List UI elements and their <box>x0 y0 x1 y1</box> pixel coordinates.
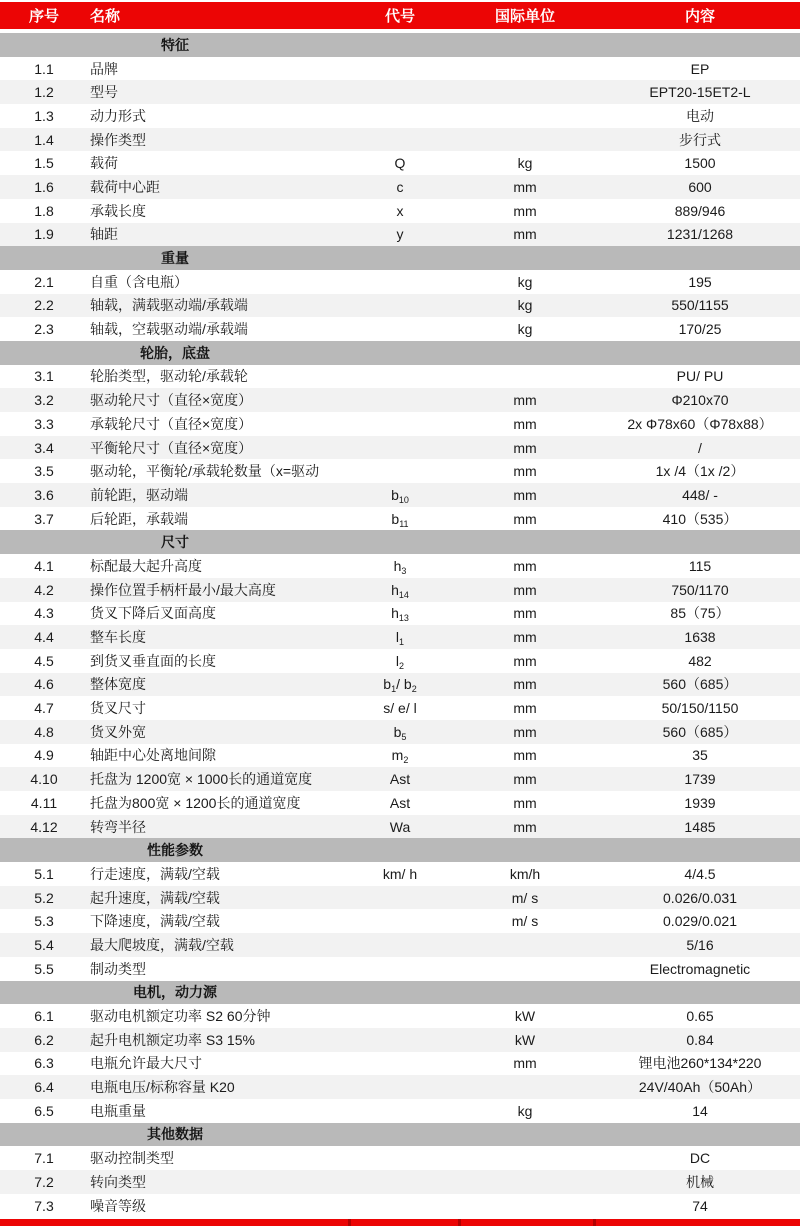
table-row <box>0 815 800 839</box>
row-no: 1.3 <box>34 107 54 124</box>
table-row <box>0 696 800 720</box>
table-row <box>0 767 800 791</box>
table-row <box>0 507 800 531</box>
row-symbol: Q <box>394 155 406 172</box>
row-name: 前轮距，驱动端 <box>90 486 188 503</box>
table-row <box>0 412 800 436</box>
row-name: 货叉尺寸 <box>90 700 146 717</box>
row-unit: mm <box>513 581 537 598</box>
row-no: 7.3 <box>34 1197 54 1214</box>
row-name: 动力形式 <box>90 107 146 124</box>
row-no: 5.5 <box>34 960 54 977</box>
row-no: 1.1 <box>34 60 54 77</box>
section-title: 尺寸 <box>161 534 189 551</box>
row-no: 6.3 <box>34 1055 54 1072</box>
row-name: 驱动控制类型 <box>90 1150 174 1167</box>
row-no: 4.5 <box>34 652 54 669</box>
section-header <box>0 981 800 1005</box>
row-value: 35 <box>692 747 708 764</box>
row-unit: m/ s <box>511 913 539 930</box>
column-header-value: 内容 <box>684 8 715 25</box>
row-value: 448/ - <box>682 486 718 503</box>
row-name: 后轮距，承载端 <box>90 510 188 527</box>
row-no: 4.12 <box>30 818 58 835</box>
row-no: 6.4 <box>34 1079 54 1096</box>
row-name: 品牌 <box>90 60 118 77</box>
row-unit: mm <box>513 652 537 669</box>
table-row <box>0 791 800 815</box>
table-row <box>0 483 800 507</box>
row-unit: mm <box>513 818 537 835</box>
row-no: 1.9 <box>34 226 54 243</box>
row-symbol: c <box>396 178 404 195</box>
row-unit: mm <box>513 463 537 480</box>
section-header <box>0 838 800 862</box>
row-value: 482 <box>688 652 712 669</box>
section-title: 电机，动力源 <box>133 984 217 1001</box>
row-no: 3.7 <box>34 510 54 527</box>
row-unit: mm <box>513 392 537 409</box>
bottom-bar-divider <box>458 1219 461 1226</box>
row-value: 24V/40Ah（50Ah） <box>638 1079 762 1096</box>
row-symbol: km/ h <box>382 865 418 882</box>
row-no: 1.2 <box>34 84 54 101</box>
row-name: 制动类型 <box>90 960 146 977</box>
row-name: 轴载，空载驱动端/承载端 <box>90 321 248 338</box>
table-row <box>0 1004 800 1028</box>
row-unit: mm <box>513 439 537 456</box>
row-value: 74 <box>692 1197 708 1214</box>
row-symbol: y <box>396 226 404 243</box>
row-unit: mm <box>513 202 537 219</box>
table-row <box>0 602 800 626</box>
row-value: 560（685） <box>662 676 738 693</box>
row-no: 4.1 <box>34 557 54 574</box>
row-no: 2.1 <box>34 273 54 290</box>
row-name: 操作类型 <box>90 131 146 148</box>
row-name: 轮胎类型，驱动轮/承载轮 <box>90 368 248 385</box>
row-name: 驱动轮尺寸（直径×宽度） <box>90 392 253 409</box>
row-value: 889/946 <box>674 202 726 219</box>
row-no: 4.11 <box>30 794 58 811</box>
row-no: 7.2 <box>34 1173 54 1190</box>
row-value: 1739 <box>684 771 716 788</box>
row-no: 3.6 <box>34 486 54 503</box>
row-value: 4/4.5 <box>684 865 716 882</box>
row-value: 0.026/0.031 <box>663 889 737 906</box>
table-row <box>0 1146 800 1170</box>
row-unit: kW <box>514 1008 536 1025</box>
row-no: 4.3 <box>34 605 54 622</box>
row-name: 型号 <box>90 84 118 101</box>
row-name: 标配最大起升高度 <box>90 557 202 574</box>
row-no: 1.5 <box>34 155 54 172</box>
row-value: DC <box>689 1150 711 1167</box>
row-name: 噪音等级 <box>90 1197 146 1214</box>
row-name: 整车长度 <box>90 629 146 646</box>
row-name: 托盘为800宽 × 1200长的通道宽度 <box>90 794 301 811</box>
row-no: 1.6 <box>34 178 54 195</box>
section-title: 轮胎，底盘 <box>140 344 210 361</box>
table-row <box>0 1028 800 1052</box>
row-unit: mm <box>513 510 537 527</box>
row-name: 托盘为 1200宽 × 1000长的通道宽度 <box>90 771 313 788</box>
row-value: 550/1155 <box>671 297 729 314</box>
row-unit: kg <box>517 155 533 172</box>
row-no: 6.5 <box>34 1102 54 1119</box>
row-unit: mm <box>513 486 537 503</box>
row-name: 起升电机额定功率 S3 15% <box>90 1031 255 1048</box>
section-title: 重量 <box>161 250 189 267</box>
row-value: EPT20-15ET2-L <box>649 84 751 101</box>
table-row <box>0 151 800 175</box>
table-row <box>0 104 800 128</box>
row-symbol: Wa <box>389 818 411 835</box>
row-unit: mm <box>513 605 537 622</box>
row-name: 货叉外宽 <box>90 723 146 740</box>
row-symbol: $b_5$ <box>393 723 407 742</box>
table-row <box>0 933 800 957</box>
table-row <box>0 365 800 389</box>
row-unit: kg <box>517 273 533 290</box>
row-no: 6.2 <box>34 1031 54 1048</box>
column-header-symbol: 代号 <box>384 8 415 25</box>
row-value: 锂电池260*134*220 <box>638 1055 762 1072</box>
section-header <box>0 530 800 554</box>
table-row <box>0 223 800 247</box>
table-row <box>0 436 800 460</box>
table-row <box>0 578 800 602</box>
row-value: Φ210x70 <box>671 392 729 409</box>
row-value: 85（75） <box>670 605 730 622</box>
row-name: 平衡轮尺寸（直径×宽度） <box>90 439 253 456</box>
row-value: PU/ PU <box>676 368 724 385</box>
row-unit: mm <box>513 1055 537 1072</box>
row-value: 0.029/0.021 <box>663 913 737 930</box>
table-row <box>0 1075 800 1099</box>
row-value: 170/25 <box>678 321 722 338</box>
row-value: 560（685） <box>662 723 738 740</box>
row-symbol: s/ e/ l <box>383 700 417 717</box>
table-row <box>0 459 800 483</box>
row-symbol: $h_{14}$ <box>391 581 409 600</box>
table-row <box>0 862 800 886</box>
row-value: 1939 <box>684 794 716 811</box>
row-symbol: $b_{10}$ <box>391 486 409 505</box>
table-header-row <box>0 2 800 29</box>
row-name: 轴距中心处离地间隙 <box>90 747 216 764</box>
table-row <box>0 720 800 744</box>
row-name: 电瓶电压/标称容量 K20 <box>90 1079 235 1096</box>
row-unit: mm <box>513 771 537 788</box>
table-row <box>0 1099 800 1123</box>
row-no: 3.3 <box>34 415 54 432</box>
row-no: 4.2 <box>34 581 54 598</box>
row-unit: km/h <box>509 865 541 882</box>
row-no: 4.4 <box>34 629 54 646</box>
row-unit: mm <box>513 415 537 432</box>
table-row <box>0 175 800 199</box>
row-unit: mm <box>513 178 537 195</box>
row-symbol: $b_{11}$ <box>391 510 409 529</box>
row-value: 1231/1268 <box>666 226 734 243</box>
section-title: 特征 <box>161 36 189 53</box>
table-row <box>0 673 800 697</box>
row-no: 3.5 <box>34 463 54 480</box>
row-no: 5.4 <box>34 936 54 953</box>
row-no: 6.1 <box>34 1008 54 1025</box>
row-symbol: $h_{13}$ <box>391 605 409 624</box>
row-no: 1.4 <box>34 131 54 148</box>
row-name: 自重（含电瓶） <box>90 273 188 290</box>
table-row <box>0 199 800 223</box>
row-value: EP <box>690 60 710 77</box>
row-unit: kW <box>514 1031 536 1048</box>
row-unit: m/ s <box>511 889 539 906</box>
row-unit: mm <box>513 700 537 717</box>
table-row <box>0 554 800 578</box>
row-symbol: Ast <box>389 771 411 788</box>
row-name: 轴距 <box>90 226 118 243</box>
row-no: 4.10 <box>30 771 58 788</box>
table-row <box>0 649 800 673</box>
row-value: 1x /4（1x /2） <box>655 463 745 480</box>
row-name: 货叉下降后叉面高度 <box>90 605 216 622</box>
row-name: 驱动电机额定功率 S2 60分钟 <box>90 1008 271 1025</box>
row-name: 承载长度 <box>90 202 146 219</box>
row-unit: mm <box>513 747 537 764</box>
row-no: 3.1 <box>34 368 54 385</box>
row-no: 2.3 <box>34 321 54 338</box>
row-value: 410（535） <box>662 510 738 527</box>
row-unit: kg <box>517 321 533 338</box>
row-unit: mm <box>513 794 537 811</box>
row-no: 7.1 <box>34 1150 54 1167</box>
row-value: 2x Φ78x60（Φ78x88） <box>627 415 773 432</box>
row-no: 4.7 <box>34 700 54 717</box>
row-symbol: $l_1$ <box>395 629 405 648</box>
row-name: 载荷中心距 <box>90 178 160 195</box>
row-name: 下降速度，满载/空载 <box>90 913 220 930</box>
table-row <box>0 625 800 649</box>
section-header <box>0 1123 800 1147</box>
row-no: 4.6 <box>34 676 54 693</box>
row-name: 起升速度，满载/空载 <box>90 889 220 906</box>
row-no: 4.9 <box>34 747 54 764</box>
row-symbol: x <box>396 202 404 219</box>
table-row <box>0 744 800 768</box>
row-value: / <box>698 439 702 456</box>
row-name: 轴载，满载驱动端/承载端 <box>90 297 248 314</box>
section-header <box>0 246 800 270</box>
row-symbol: $b_1/$ $b_2$ <box>383 676 417 695</box>
bottom-bar-divider <box>593 1219 596 1226</box>
bottom-accent-bar <box>0 1219 800 1226</box>
row-no: 3.2 <box>34 392 54 409</box>
row-name: 电瓶允许最大尺寸 <box>90 1055 202 1072</box>
row-name: 驱动轮，平衡轮/承载轮数量（x=驱动 <box>90 463 320 480</box>
row-symbol: Ast <box>389 794 411 811</box>
row-value: 1500 <box>684 155 716 172</box>
section-header <box>0 33 800 57</box>
section-title: 性能参数 <box>147 842 203 859</box>
table-row <box>0 909 800 933</box>
row-name: 最大爬坡度，满载/空载 <box>90 936 234 953</box>
section-title: 其他数据 <box>147 1126 203 1143</box>
table-row <box>0 1194 800 1218</box>
row-value: 600 <box>688 178 712 195</box>
bottom-bar-divider <box>348 1219 351 1226</box>
row-no: 5.2 <box>34 889 54 906</box>
table-row <box>0 1052 800 1076</box>
row-no: 2.2 <box>34 297 54 314</box>
row-unit: mm <box>513 723 537 740</box>
row-name: 行走速度，满载/空载 <box>90 865 220 882</box>
row-unit: mm <box>513 676 537 693</box>
row-value: 50/150/1150 <box>661 700 739 717</box>
row-name: 整体宽度 <box>90 676 146 693</box>
row-value: 机械 <box>686 1173 714 1190</box>
table-row <box>0 317 800 341</box>
section-header <box>0 341 800 365</box>
table-row <box>0 1170 800 1194</box>
row-unit: kg <box>517 297 533 314</box>
row-name: 电瓶重量 <box>90 1102 146 1119</box>
row-symbol: $m_2$ <box>391 747 409 766</box>
column-header-no: 序号 <box>28 8 59 25</box>
row-value: 1485 <box>684 818 716 835</box>
row-no: 3.4 <box>34 439 54 456</box>
row-value: 步行式 <box>679 131 721 148</box>
row-name: 载荷 <box>90 155 118 172</box>
table-row <box>0 388 800 412</box>
row-no: 1.8 <box>34 202 54 219</box>
row-unit: kg <box>517 1102 533 1119</box>
table-row <box>0 57 800 81</box>
row-value: 0.65 <box>686 1008 714 1025</box>
row-value: 14 <box>692 1102 708 1119</box>
row-unit: mm <box>513 226 537 243</box>
row-name: 操作位置手柄杆最小/最大高度 <box>90 581 276 598</box>
column-header-unit: 国际单位 <box>494 8 555 25</box>
row-symbol: $l_2$ <box>395 652 405 671</box>
table-row <box>0 886 800 910</box>
row-value: 电动 <box>686 107 714 124</box>
table-row <box>0 80 800 104</box>
column-header-name: 名称 <box>90 8 121 25</box>
table-row <box>0 128 800 152</box>
row-name: 转向类型 <box>90 1173 146 1190</box>
row-no: 5.3 <box>34 913 54 930</box>
row-symbol: $h_3$ <box>393 557 407 576</box>
row-value: 115 <box>688 557 712 574</box>
row-value: Electromagnetic <box>649 960 751 977</box>
row-value: 5/16 <box>686 936 714 953</box>
row-no: 5.1 <box>34 865 54 882</box>
table-row <box>0 957 800 981</box>
row-unit: mm <box>513 629 537 646</box>
row-value: 1638 <box>684 629 716 646</box>
table-row <box>0 270 800 294</box>
row-unit: mm <box>513 557 537 574</box>
row-name: 转弯半径 <box>90 818 146 835</box>
row-name: 承载轮尺寸（直径×宽度） <box>90 415 253 432</box>
row-no: 4.8 <box>34 723 54 740</box>
row-name: 到货叉垂直面的长度 <box>90 652 216 669</box>
row-value: 195 <box>688 273 712 290</box>
table-body <box>0 33 800 1217</box>
row-value: 750/1170 <box>671 581 729 598</box>
row-value: 0.84 <box>686 1031 714 1048</box>
table-row <box>0 294 800 318</box>
